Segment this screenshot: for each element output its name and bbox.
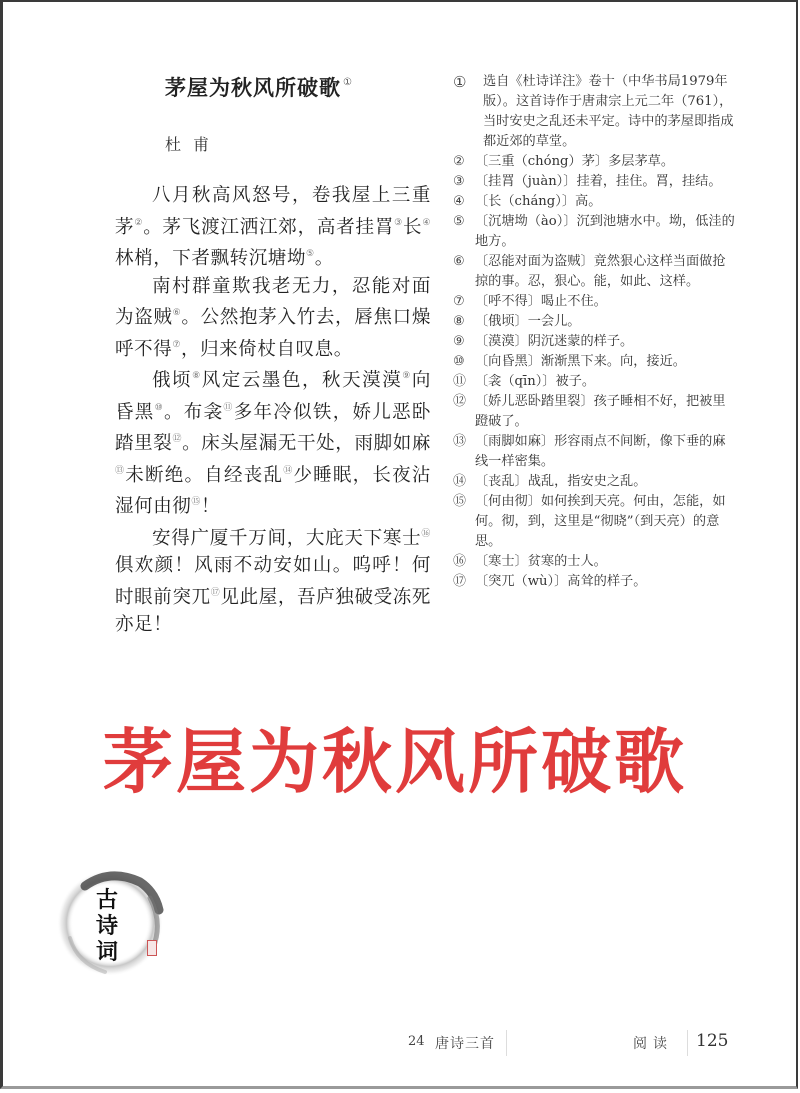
banner-title: 茅屋为秋风所破歌 (103, 721, 687, 803)
stanza-text: 长 (403, 216, 423, 238)
footnote-number: ⑥ (453, 254, 465, 269)
footnote-number: ③ (453, 174, 465, 189)
badge-label: 古诗词 (95, 888, 118, 965)
stanza-text: 南村群童欺我老无力，忍能对面为盗贼 (115, 275, 431, 328)
footnote-marker[interactable]: ⑧ (192, 371, 202, 381)
footnote-text: 〔何由彻〕如何挨到天亮。何由，怎能，如何。彻，到，这里是“彻晓”（到天亮）的意思。 (475, 494, 726, 549)
stanza-text: 风定云墨色，秋天漠漠 (201, 370, 403, 391)
footnote-text: 〔沉塘坳（ào）〕沉到池塘水中。坳，低洼的地方。 (475, 214, 735, 249)
footnote-number: ⑦ (453, 294, 465, 309)
footnote-number: ② (453, 154, 465, 169)
stanza-text: 多年冷似铁，娇儿恶卧踏里裂 (115, 401, 431, 454)
poem-title-text: 茅屋为秋风所破歌 (165, 75, 341, 100)
footnote-number: ① (453, 73, 467, 91)
stanza-text: 向昏黑 (115, 370, 431, 423)
footer-divider (506, 1030, 507, 1056)
chapter-number: 24 (408, 1034, 425, 1049)
footnote-item (453, 572, 738, 592)
footnote-number: ⑩ (453, 354, 465, 369)
footnote-marker[interactable]: ⑤ (306, 249, 315, 259)
stanza-text: 林梢，下者飘转沉塘坳 (115, 248, 307, 269)
footnote-number: ⑧ (453, 314, 465, 329)
footnote-number: ⑭ (453, 474, 467, 489)
footnote-text: 〔衾（qīn）〕被子。 (475, 374, 596, 389)
footnote-item (453, 292, 738, 312)
stanza-text: 未断绝。自经丧乱 (125, 464, 284, 486)
footnote-number: ⑫ (453, 394, 467, 409)
footnote-number: ⑰ (453, 574, 467, 589)
footnote-number: ⑪ (453, 374, 467, 389)
footnote-text: 〔突兀（wù）〕高耸的样子。 (475, 574, 647, 589)
footnote-item (453, 392, 738, 432)
footnote-text: 〔丧乱〕战乱，指安史之乱。 (475, 474, 647, 489)
footnote-marker[interactable]: ⑭ (283, 465, 294, 476)
stanza (115, 521, 431, 639)
stanza-text: 。茅飞渡江洒江郊，高者挂罥 (143, 216, 395, 238)
footnote-text: 〔三重（chóng）茅〕多层茅草。 (475, 154, 675, 169)
footnote-item (453, 472, 738, 492)
footnote-marker[interactable]: ⑨ (402, 371, 412, 381)
footnote-text: 〔呼不得〕喝止不住。 (475, 294, 607, 309)
footnote-item (453, 72, 738, 152)
stanza-text: 。公然抱茅入竹去，唇焦口燥呼不得 (115, 307, 431, 360)
poem-author: 杜甫 (165, 135, 222, 154)
stanza-text: 少睡眠，长夜沾湿何由彻 (115, 464, 431, 517)
footnote-item (453, 212, 738, 252)
footnote-text: 〔漠漠〕阴沉迷蒙的样子。 (475, 334, 634, 349)
red-seal-icon (147, 940, 157, 956)
stanza-text: 见此屋，吾庐独破受冻死亦足！ (115, 586, 431, 635)
stanza-text: 俱欢颜！风雨不动安如山。呜呼！何时眼前突兀 (115, 555, 431, 608)
title-footnote-marker: ① (343, 77, 353, 88)
footnote-marker[interactable]: ⑦ (172, 339, 181, 350)
footnotes-column (453, 72, 738, 592)
stanza (115, 363, 431, 521)
stanza (115, 182, 431, 273)
footnote-item (453, 312, 738, 332)
footnote-item (453, 352, 738, 372)
stanza-text: ！ (201, 496, 221, 517)
footnote-marker[interactable]: ④ (422, 217, 431, 228)
footnote-marker[interactable]: ⑥ (172, 308, 182, 318)
stanza-text: ，归来倚杖自叹息。 (180, 338, 353, 360)
footnote-item (453, 372, 738, 392)
footnote-marker[interactable]: ⑰ (210, 587, 221, 598)
footnote-number: ⑮ (453, 494, 467, 509)
footnote-text: 选自《杜诗详注》卷十（中华书局1979年版）。这首诗作于唐肃宗上元二年（761），当时安史之乱还未平定。诗中的茅屋即指成都近郊的草堂。 (483, 74, 734, 149)
footnote-marker[interactable]: ⑪ (223, 402, 234, 413)
footnote-marker[interactable]: ⑩ (154, 402, 164, 413)
stanza (115, 273, 431, 364)
footnote-number: ④ (453, 194, 465, 209)
footnote-text: 〔俄顷〕一会儿。 (475, 314, 581, 329)
footnote-number: ⑯ (453, 554, 467, 569)
footnote-item (453, 192, 738, 212)
poem-body (115, 182, 431, 639)
footnote-text: 〔寒士〕贫寒的士人。 (475, 554, 607, 569)
footnote-marker[interactable]: ② (134, 217, 144, 228)
footnote-text: 〔向昏黑〕渐渐黑下来。向，接近。 (475, 354, 686, 369)
footnote-marker[interactable]: ③ (394, 217, 404, 228)
footnote-marker[interactable]: ⑯ (421, 528, 431, 539)
footnote-item (453, 172, 738, 192)
footnote-text: 〔娇儿恶卧踏里裂〕孩子睡相不好，把被里蹬破了。 (475, 394, 726, 429)
footer-divider (687, 1030, 688, 1056)
stanza-text: 。 (314, 248, 334, 269)
stanza-text: 。床头屋漏无干处，雨脚如麻 (182, 433, 431, 454)
footnote-number: ⑬ (453, 434, 467, 449)
footnote-text: 〔忍能对面为盗贼〕竟然狠心这样当面做抢掠的事。忍，狠心。能，如此、这样。 (475, 254, 726, 289)
footnote-item (453, 552, 738, 572)
page-number: 125 (696, 1031, 729, 1051)
footnote-text: 〔雨脚如麻〕形容雨点不间断，像下垂的麻线一样密集。 (475, 434, 726, 469)
footnote-marker[interactable]: ⑫ (172, 434, 183, 444)
page-footer (3, 1032, 800, 1056)
footnote-item (453, 432, 738, 472)
footnote-number: ⑤ (453, 214, 465, 229)
stanza-text: 俄顷 (152, 370, 193, 391)
stanza-text: 八月秋高风怒号，卷我屋上三重茅 (115, 185, 431, 238)
footnote-item (453, 492, 738, 552)
footnote-item (453, 332, 738, 352)
section-label: 阅读 (633, 1036, 673, 1052)
poem-title (165, 72, 353, 102)
ancient-poetry-badge (55, 868, 165, 978)
chapter-name: 唐诗三首 (435, 1036, 495, 1052)
footnote-text: 〔长（cháng）〕高。 (475, 194, 602, 209)
footnote-marker[interactable]: ⑮ (191, 497, 202, 507)
stanza-text: 。布衾 (163, 401, 224, 423)
footnote-text: 〔挂罥（juàn）〕挂着，挂住。罥，挂结。 (475, 174, 722, 189)
footnote-number: ⑨ (453, 334, 465, 349)
footnote-marker[interactable]: ⑬ (115, 465, 126, 476)
stanza-text: 安得广厦千万间，大庇天下寒士 (152, 527, 422, 549)
footnote-item (453, 252, 738, 292)
footnote-item (453, 152, 738, 172)
